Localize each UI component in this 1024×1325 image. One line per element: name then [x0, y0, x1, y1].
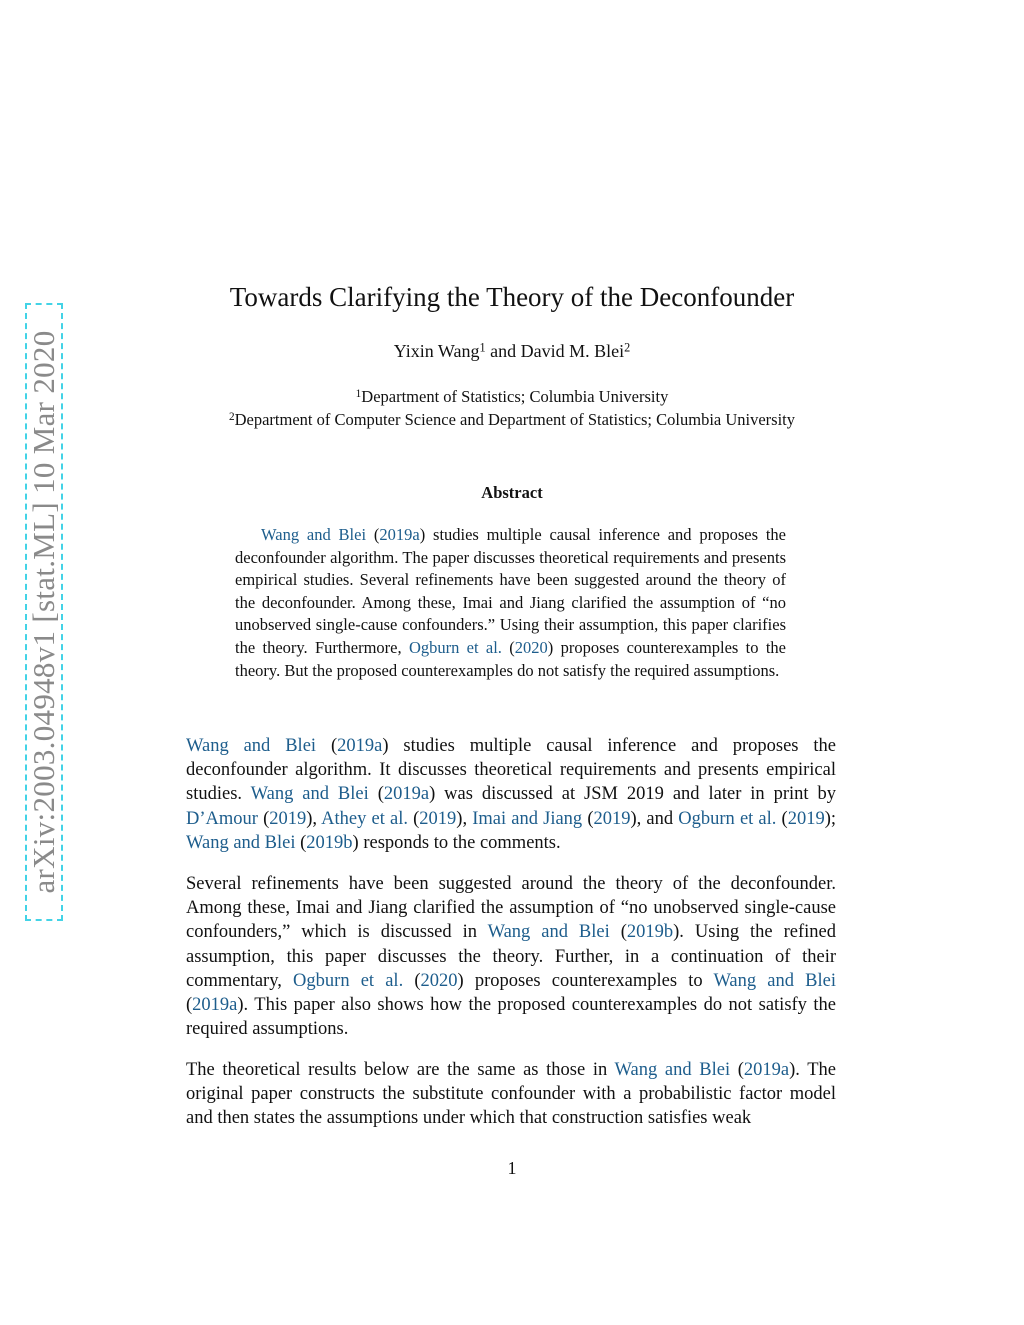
affiliation-mark: 1 [355, 387, 362, 400]
citation-link[interactable]: 2019a [383, 784, 430, 805]
citation-link[interactable]: Wang and Blei [250, 784, 369, 805]
affiliation-text: Department of Computer Science and Department of Statistics; Columbia University [234, 410, 796, 429]
paragraph-text: ( [257, 808, 270, 829]
citation-link[interactable]: Ogburn et al. [293, 970, 404, 991]
paragraph-text: ). This paper also shows how the proposed counterexamples do not satisfy the required assumptions. [186, 995, 836, 1040]
citation-link[interactable]: Ogburn et al. [678, 808, 777, 829]
citation-link[interactable]: 2019a [743, 1060, 790, 1080]
citation-link[interactable]: Wang and Blei [186, 832, 296, 853]
paper-title: Towards Clarifying the Theory of the Deconfounder [229, 282, 795, 312]
citation-link[interactable]: Wang and Blei [261, 525, 367, 544]
abstract-heading: Abstract [481, 483, 543, 502]
paragraph-text: ), and [630, 808, 679, 829]
citation-link[interactable]: 2020 [514, 637, 548, 657]
author-name: David M. Blei [520, 341, 625, 361]
paragraph-text: ( [368, 784, 384, 805]
author-name: Yixin Wang [393, 341, 480, 361]
body-paragraph-1 [186, 734, 836, 855]
page-number: 1 [507, 1158, 517, 1178]
paragraph-text: ) proposes counterexamples to [457, 970, 714, 991]
author-line [0, 341, 1024, 362]
paragraph-text: ) was discussed at JSM 2019 and later in print by [429, 784, 836, 805]
paragraph-text: ( [407, 808, 420, 829]
paragraph-text: ( [730, 1060, 744, 1080]
citation-link[interactable]: Wang and Blei [713, 970, 836, 991]
paragraph-text: ( [186, 995, 193, 1016]
citation-link[interactable]: D’Amour [186, 808, 258, 829]
abstract-paragraph [235, 524, 786, 682]
paragraph-text: ( [295, 832, 307, 853]
author-affiliation-mark: 1 [479, 340, 486, 355]
citation-link[interactable]: Imai and Jiang [472, 808, 583, 829]
paragraph-text: ), [456, 808, 473, 829]
body-paragraph-3 [186, 1058, 836, 1131]
citation-link[interactable]: Ogburn et al. [408, 637, 502, 657]
citation-link[interactable]: 2019 [419, 808, 457, 829]
paragraph-text: ( [609, 922, 627, 943]
paragraph-text: ( [776, 808, 788, 829]
citation-link[interactable]: 2019b [626, 922, 674, 943]
paragraph-text: ( [582, 808, 594, 829]
affiliation-mark: 2 [228, 410, 235, 423]
citation-link[interactable]: 2019a [337, 736, 383, 756]
affiliation-2 [0, 410, 1024, 430]
affiliation-1 [0, 387, 1024, 407]
author-joiner: and [485, 341, 521, 361]
citation-link[interactable]: 2019 [593, 808, 631, 829]
citation-link[interactable]: 2019a [192, 995, 238, 1016]
citation-link[interactable]: 2019 [787, 808, 825, 829]
paragraph-text: ). Using the refined assumption, this paper discusses the theory. Further, in a continuation of their commentary, [186, 922, 836, 991]
paragraph-text: ). The original paper constructs the substitute confounder with a probabilistic factor model and then states the assumptions under which that construction satisfies weak [186, 1060, 836, 1129]
citation-link[interactable]: Wang and Blei [614, 1060, 731, 1080]
citation-link[interactable]: 2020 [420, 970, 458, 991]
citation-link[interactable]: 2019 [269, 808, 307, 829]
citation-link[interactable]: Wang and Blei [487, 922, 610, 943]
paragraph-text: ( [316, 736, 338, 756]
citation-link[interactable]: Wang and Blei [186, 736, 317, 756]
arxiv-identifier[interactable]: arXiv:2003.04948v1 [stat.ML] 10 Mar 2020 [26, 330, 61, 894]
author-affiliation-mark: 2 [624, 340, 631, 355]
paragraph-text: ( [366, 525, 380, 544]
paragraph-text: The theoretical results below are the same as those in [186, 1060, 615, 1080]
paragraph-text: Several refinements have been suggested around the theory of the deconfounder. Among these, Imai and Jiang clarified the assumption of “no unobserved single-cause confounders,” which is discussed in [186, 874, 836, 943]
paragraph-text: ) studies multiple causal inference and proposes the deconfounder algorithm. It discusses theoretical requirements and presents empirical studies. [186, 736, 836, 805]
paragraph-text: ( [403, 970, 421, 991]
body-paragraph-2 [186, 872, 836, 1041]
citation-link[interactable]: 2019b [306, 832, 353, 853]
paragraph-text: ), [306, 808, 322, 829]
affiliation-text: Department of Statistics; Columbia University [361, 387, 669, 406]
paragraph-text: ) proposes counterexamples to the theory. But the proposed counterexamples do not satisfy the required assumptions. [235, 637, 786, 680]
citation-link[interactable]: Athey et al. [321, 808, 408, 829]
paragraph-text: ( [501, 637, 515, 657]
paragraph-text: ) studies multiple causal inference and proposes the deconfounder algorithm. The paper discusses theoretical requirements and presents empirical studies. Several refinements have been suggested around the theory of the deconfounder. Among these, Imai and Jiang clarified the assumption of “no unobserved single-cause confounders.” Using their assumption, this paper clarifies the theory. Furthermore, [235, 525, 787, 657]
paragraph-text: ) responds to the comments. [352, 832, 561, 853]
citation-link[interactable]: 2019a [379, 525, 420, 544]
paragraph-text: ); [824, 808, 837, 829]
